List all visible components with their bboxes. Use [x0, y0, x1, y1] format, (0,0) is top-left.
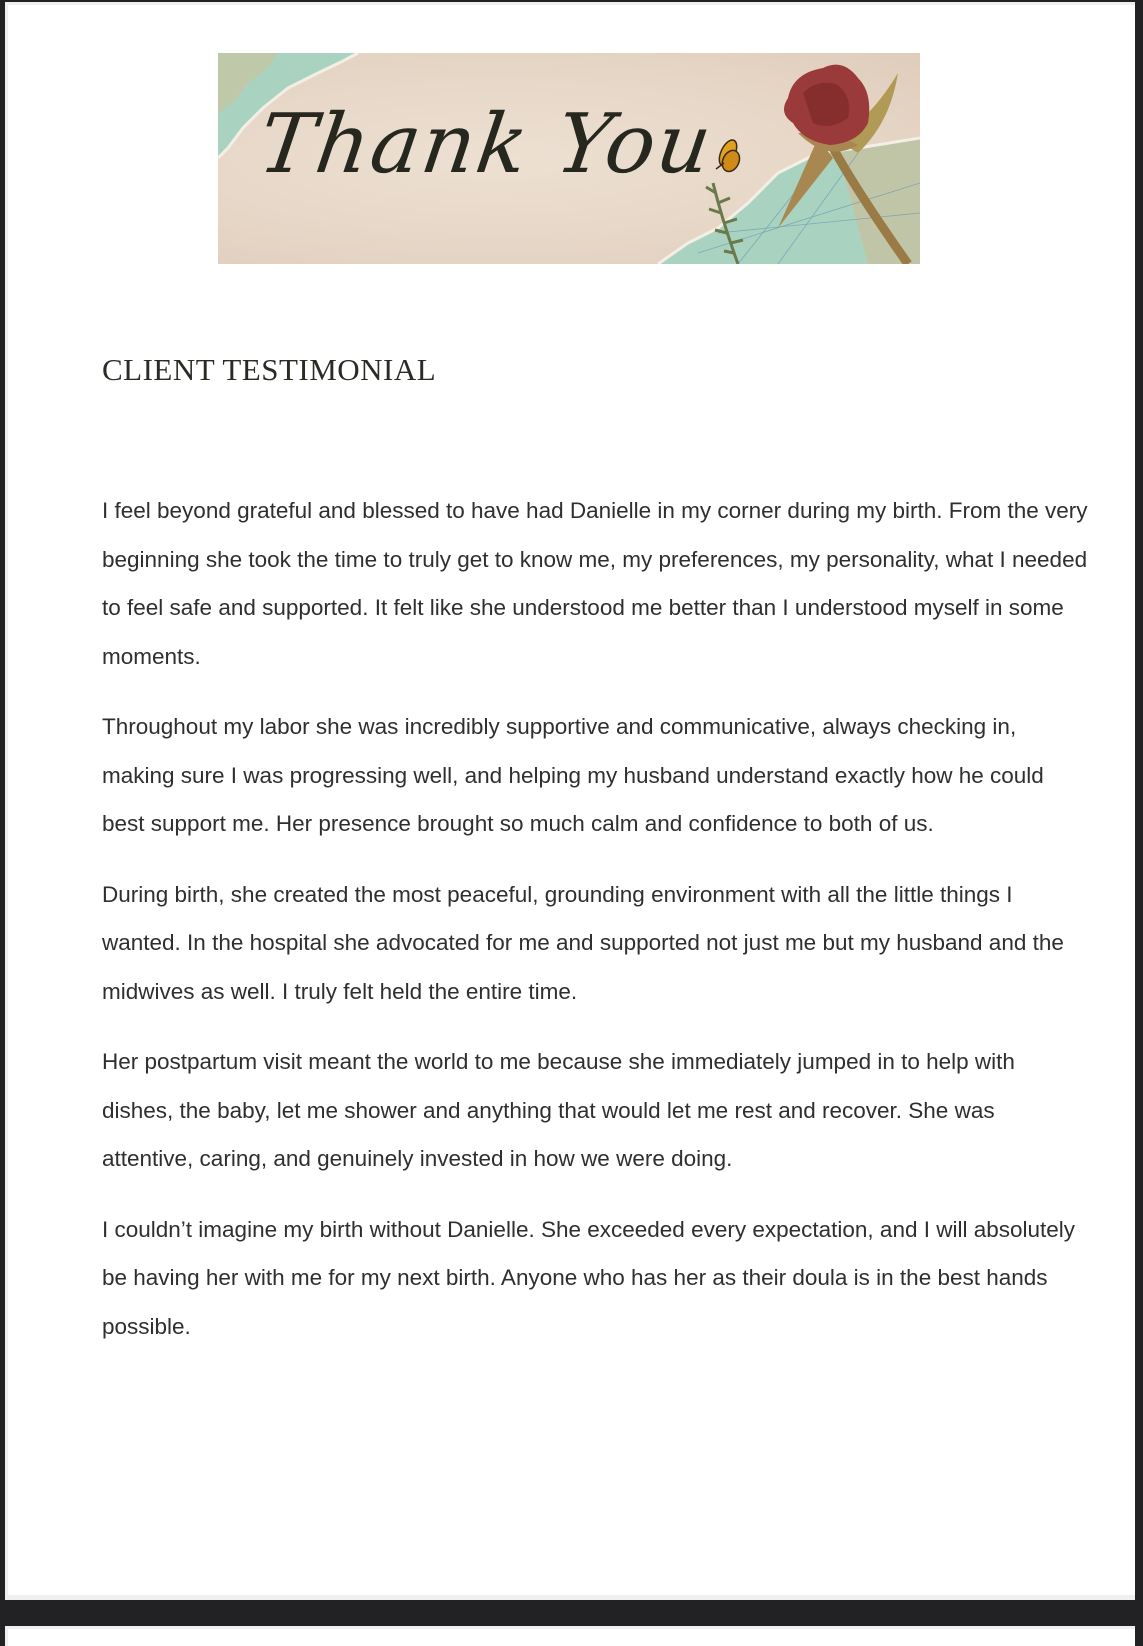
testimonial-paragraph: Throughout my labor she was incredibly supportive and communicative, always checking in, making sure I was progressing well, and helping my husband understand exactly how he could best support me. Her presence brought so much calm and confidence to both of us.	[102, 714, 1044, 836]
testimonial-paragraph: I couldn’t imagine my birth without Danielle. She exceeded every expectation, and I will absolutely be having her with me for my next birth. Anyone who has her as their doula is in the best hands possible.	[102, 1216, 1076, 1339]
testimonial-paragraph: Her postpartum visit meant the world to me because she immediately jumped in to help with dishes, the baby, let me shower and anything that would let me rest and recover. She was attentive, caring, and genuinely invested in how we were doing.	[102, 1049, 1015, 1171]
next-page-content	[8, 1629, 1135, 1646]
banner-title: Thank You	[253, 97, 719, 192]
testimonial-paragraph: I feel beyond grateful and blessed to have had Danielle in my corner during my birth. From the very beginning she took the time to truly get to know me, my preferences, my personality, what I needed to feel safe and supported. It felt like she understood me better than I understood myself in some moments.	[102, 498, 1088, 669]
testimonial-body	[102, 487, 1092, 1373]
testimonial-paragraph: During birth, she created the most peaceful, grounding environment with all the little things I wanted. In the hospital she advocated for me and supported not just me but my husband and the midwives as well. I truly felt held the entire time.	[102, 881, 1064, 1004]
thank-you-banner	[218, 53, 920, 264]
next-page-edge	[5, 1626, 1135, 1646]
butterfly	[716, 137, 743, 174]
rose-bloom	[784, 65, 869, 145]
page-title: CLIENT TESTIMONIAL	[102, 352, 437, 387]
